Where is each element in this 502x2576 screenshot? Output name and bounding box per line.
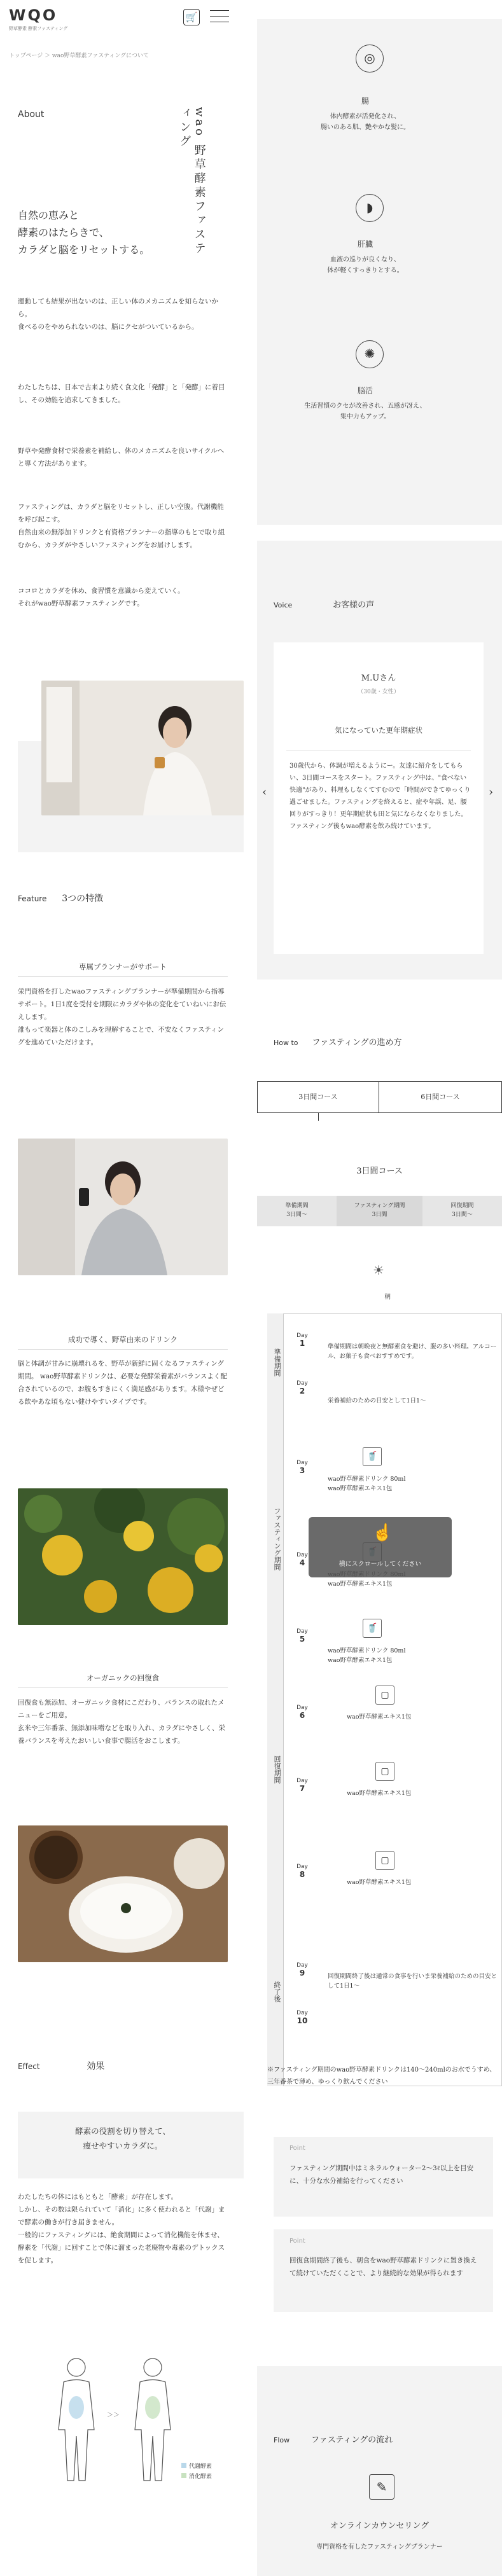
day-8: Day 8 [296, 1864, 308, 1879]
effect-heading [18, 2060, 104, 2072]
about-paragraph-1: 運動しても結果が出ないのは、正しい体のメカニズムを知らないから。 食べるのをやめられないのは、脳にクセがついているから。 [18, 298, 218, 331]
day-6-text: wao野草酵素エキス1包 [347, 1714, 412, 1721]
about-photo-woman-tea [41, 681, 244, 815]
point-2-label: Point [289, 2238, 305, 2245]
carousel-prev-icon[interactable]: ‹ [262, 786, 267, 799]
point-1-label: Point [289, 2145, 305, 2152]
organ-3-title: 脳活 [357, 386, 373, 395]
effect-title: 効果 [87, 2061, 105, 2072]
about-paragraph-5: ココロとカラダを休め、食習慣を意識から変えていく。 それがwao野草酵素ファスティングです。 [18, 587, 185, 607]
supplement-icon: ▢ [375, 1762, 394, 1781]
feature-3-text: 回復食も無添加、オーガニック食材にこだわり、バランスの取れたメニューをご用意。 玄米や三年番茶、無添加味噌などを取り入れ、カラダにやさしく、栄養バランスを考えたおいしい食事で腸活をおこします。 [18, 1699, 225, 1745]
feature-2-text: 脳と体調が甘みに崩壊れるを、野草が新鮮に固くなるファスティング期間。 wao野草酵素ドリンクは、必要な発酵栄養素がバランスよく配合されているので、お腹もすきにくく満足感があります。木様やぜどる飲やあな頃もない健けやすいタイプです。 [18, 1360, 227, 1406]
about-paragraph-2: わたしたちは、日本で古来より続く食文化「発酵」と「発酵」に着目し、その効能を追求してきました。 [18, 384, 225, 404]
tab-6days[interactable]: 6日間コース [379, 1081, 502, 1113]
time-label-morning: 朝 [384, 1294, 391, 1301]
organ-2-desc: 血液の巡りが良くなり、 体が軽くすっきりとする。 [327, 256, 403, 274]
step-preparation: 準備期間 3日間〜 [257, 1196, 337, 1226]
liver-icon: ◗ [356, 194, 384, 222]
period-recovery: 回復期間 [273, 1755, 281, 1783]
feature-3-photo-recovery-meal [18, 1825, 228, 1962]
effect-legend [181, 2462, 212, 2482]
point-1-text: ファスティング期間中はミネラルウォーター2〜3ℓ以上を目安に、十分な水分補給を行ってください [289, 2164, 474, 2185]
feature-1-text: 栄門資格を打したwaoファスティングプランナーが準備期間から指導サポート。1日1度を受付を期限にカラダや体の変化をていねいにお伝えします。 誰もって楽器と体のこしみを理解することで、不安なくファスティングを進めていただけます。 [18, 988, 227, 1046]
counseling-icon: ✎ [369, 2474, 394, 2500]
day-4-text: wao野草酵素エキス1包 [328, 1581, 393, 1588]
flow-step-1-text: 専門資格を有したファスティングプランナー [316, 2544, 443, 2551]
day-2: Day 2 [296, 1380, 308, 1395]
day-2-text: 栄養補給のための目安として1日1〜 [328, 1397, 426, 1404]
organ-3-desc: 生活習慣のクセが改善され、五感が冴え、 集中力もアップ。 [304, 403, 426, 420]
voice-name: M.Uさん [361, 674, 396, 683]
howto-heading [274, 1035, 402, 1048]
organ-1-title: 腸 [361, 97, 369, 106]
step-fasting: ファスティング期間 3日間 [337, 1196, 422, 1226]
feature-heading [18, 892, 103, 904]
logo-subtitle: 野草酵素 酵素ファスティング [9, 26, 68, 31]
divider [18, 1687, 228, 1688]
drink-icon: 🥤 [363, 1447, 382, 1466]
drink-icon: 🥤 [363, 1619, 382, 1638]
scroll-hint-text: 横にスクロールしてください [338, 1561, 422, 1568]
day-3-text: wao野草酵素ドリンク 80ml wao野草酵素エキス1包 [328, 1476, 406, 1493]
hamburger-menu-icon[interactable] [210, 10, 229, 25]
organ-1-desc: 体内酵素が活発化され、 腸いのある肌、艶やかな髪に。 [321, 113, 410, 131]
period-after: 終了後 [273, 1981, 281, 2002]
flow-label: Flow [274, 2436, 290, 2444]
about-catch: 自然の恵みと 酵素のはたらきで、 カラダと脳をリセットする。 [18, 209, 150, 256]
howto-note: ※ファスティング期間のwao野草酵素ドリンクは140〜240mlのお水でうすめ、三年番茶で薄め、ゆっくり飲んでください [267, 2067, 496, 2086]
about-paragraph-3: 野草や発酵食材で栄養素を補給し、体のメカニズムを良いサイクルへと導く方法があります。 [18, 447, 225, 467]
day-9: Day 9 [296, 1962, 308, 1977]
stomach-icon: ◎ [356, 45, 384, 73]
feature-title: 3つの特徴 [62, 894, 104, 904]
flow-title: ファスティングの流れ [310, 2435, 393, 2445]
tab-3days[interactable]: 3日間コース [257, 1081, 379, 1113]
period-fasting: ファスティング期間 [273, 1507, 281, 1570]
tab-indicator [318, 1113, 319, 1121]
day-10: Day 10 [296, 2010, 308, 2025]
organ-2-title: 肝臓 [357, 240, 373, 249]
effect-text: わたしたちの体にはもともと「酵素」が存在します。 しかし、その数は限られていて「消化」に多く使われると「代謝」まで酵素の働きが行き届きません。 一般的にファスティングには、絶食期間によって消化機能を休ませ、酵素を「代謝」に回すことで体に溜まった老廃物や毒素のデトックスを促します。 [18, 2193, 225, 2264]
howto-title: ファスティングの進め方 [312, 1038, 402, 1048]
sun-icon: ☀ [373, 1263, 384, 1278]
day-4: Day 4 [296, 1552, 308, 1567]
logo[interactable]: WQO [9, 6, 58, 24]
day-7-text: wao野草酵素エキス1包 [347, 1790, 412, 1797]
supplement-icon: ▢ [375, 1851, 394, 1870]
about-label: About [18, 109, 45, 120]
voice-meta: （30歳・女性） [358, 689, 400, 695]
day-5: Day 5 [296, 1628, 308, 1644]
flow-heading [274, 2433, 393, 2445]
voice-title: お客様の声 [333, 600, 375, 610]
feature-2-title: 成功で導く、野草由来のドリンク [67, 1335, 178, 1344]
legend-digestive: 消化酵素 [189, 2474, 213, 2481]
feature-1-title: 専属プランナーがサポート [79, 962, 167, 971]
day-1-text: 準備期間は朝晩夜と無酵素食を避け、腹の多い料理。アルコール、お菓子も食べおすすめです。 [328, 1343, 497, 1361]
day-8-text: wao野草酵素エキス1包 [347, 1879, 412, 1886]
voice-label: Voice [274, 601, 293, 609]
feature-3-title: オーガニックの回復食 [86, 1673, 160, 1682]
howto-label: How to [274, 1039, 298, 1047]
brain-icon: ✺ [356, 340, 384, 368]
supplement-icon: ▢ [375, 1686, 394, 1705]
voice-text: 30歳代から、体調が増えるようにー。友達に紹介をしてもらい、3日間コースをスタート。ファスティング中は、"食べない快適"があり、料理もしなくてすむので「時間ができてゆっくり過ごせました。ファスティングを終えると、症や年誤、足、腰回りがすっきり！更年期症状も田と気にならなくなりました。ファスティング後もwao酵素を飲み続けています。 [289, 763, 471, 830]
feature-label: Feature [18, 894, 47, 903]
period-preparation: 準備期間 [273, 1348, 281, 1376]
feature-2-photo-yuzu [18, 1488, 228, 1625]
divider [18, 1349, 228, 1350]
flow-step-1-title: オンラインカウンセリング [330, 2521, 429, 2531]
svg-text:＞＞: ＞＞ [107, 2412, 120, 2419]
about-vertical-title: wao 野草酵素ファスティング [178, 107, 206, 256]
point-2-text: 回復食期間終了後も、朝食をwao野草酵素ドリンクに置き換えて続けていただくことで、より継続的な効果が得られます [289, 2257, 477, 2277]
day-6: Day 6 [296, 1705, 308, 1720]
day-9-text: 回復期間終了後は通常の食事を行いま栄養補給のための目安として1日1〜 [328, 1973, 498, 1990]
day-7: Day 7 [296, 1778, 308, 1793]
divider [18, 976, 228, 977]
breadcrumb[interactable]: トップページ ＞ wao野草酵素ファスティングについて [9, 53, 149, 59]
day-3: Day 3 [296, 1460, 308, 1475]
effect-label: Effect [18, 2062, 40, 2071]
feature-1-photo-woman-phone [18, 1139, 228, 1275]
voice-headline: 気になっていた更年期症状 [335, 726, 422, 735]
step-recovery: 回復期間 3日間〜 [422, 1196, 502, 1226]
legend-metabolic: 代謝酵素 [189, 2463, 213, 2470]
hand-swipe-icon: ☝ [372, 1523, 393, 1542]
cart-icon[interactable]: 🛒 [183, 9, 200, 25]
course-title: 3日間コース [356, 1167, 403, 1176]
day-1: Day 1 [296, 1333, 308, 1348]
effect-catch: 酵素の役割を切り替えて、 痩せやすいカラダに。 [75, 2126, 171, 2150]
effect-body-illustration [38, 2353, 191, 2500]
period-column [267, 1313, 284, 2086]
carousel-next-icon[interactable]: › [489, 786, 494, 799]
about-paragraph-4: ファスティングは、カラダと脳をリセットし、正しい空腹。代謝機能を呼び起こす。 自然由来の無添加ドリンクと有資格プランナーの指導のもとで取り組むから、カラダがやさしいファスティングをお届けします。 [18, 503, 225, 549]
voice-heading [274, 598, 374, 610]
day-5-text: wao野草酵素ドリンク 80ml wao野草酵素エキス1包 [328, 1647, 406, 1665]
